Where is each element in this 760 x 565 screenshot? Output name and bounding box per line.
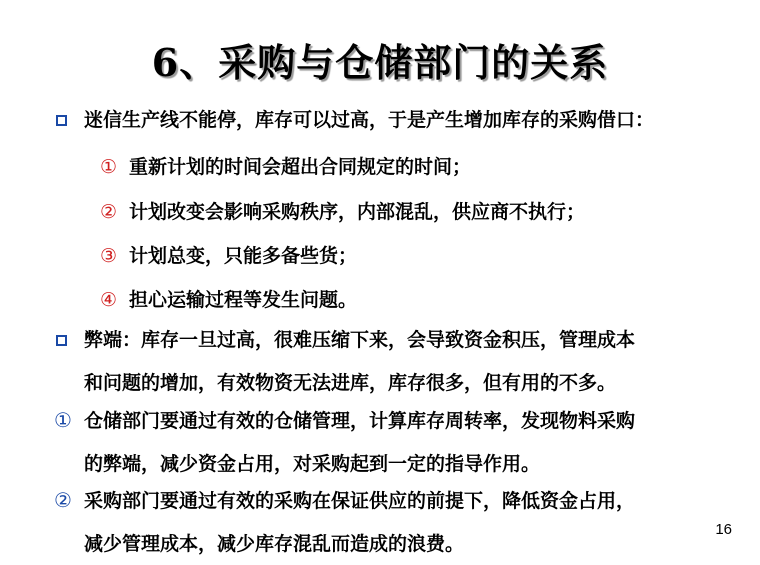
square-bullet-icon: [56, 335, 67, 346]
sub-item-text: 计划改变会影响采购秩序，内部混乱，供应商不执行；: [129, 201, 586, 223]
sub-item-text: 重新计划的时间会超出合同规定的时间；: [129, 156, 472, 178]
point1-line2: 的弊端，减少资金占用，对采购起到一定的指导作用。: [84, 453, 541, 475]
sub-item-2: [100, 201, 585, 223]
sub-item-text: 担心运输过程等发生问题。: [129, 289, 358, 311]
point2-number: ②: [54, 488, 72, 512]
point1-number: ①: [54, 408, 72, 432]
page-number: 16: [715, 521, 732, 538]
bullet2-line2: 和问题的增加，有效物资无法进库，库存很多，但有用的不多。: [84, 372, 617, 394]
sub-item-number: ①: [100, 156, 118, 178]
sub-item-number: ③: [100, 245, 118, 267]
sub-item-number: ④: [100, 289, 118, 311]
sub-item-text: 计划总变，只能多备些货；: [129, 245, 358, 267]
point2-line2: 减少管理成本，减少库存混乱而造成的浪费。: [84, 533, 465, 555]
sub-item-number: ②: [100, 201, 118, 223]
point1-line1: 仓储部门要通过有效的仓储管理，计算库存周转率，发现物料采购: [84, 410, 636, 432]
bullet2-line1: 弊端：库存一旦过高，很难压缩下来，会导致资金积压，管理成本: [84, 329, 636, 351]
sub-item-3: [100, 245, 357, 267]
sub-item-4: [100, 289, 357, 311]
bullet1-text: 迷信生产线不能停，库存可以过高，于是产生增加库存的采购借口：: [84, 109, 655, 131]
square-bullet-icon: [56, 115, 67, 126]
sub-item-1: [100, 156, 471, 178]
point2-line1: 采购部门要通过有效的采购在保证供应的前提下，降低资金占用，: [84, 490, 636, 512]
slide-title: 6、采购与仓储部门的关系: [151, 40, 609, 85]
